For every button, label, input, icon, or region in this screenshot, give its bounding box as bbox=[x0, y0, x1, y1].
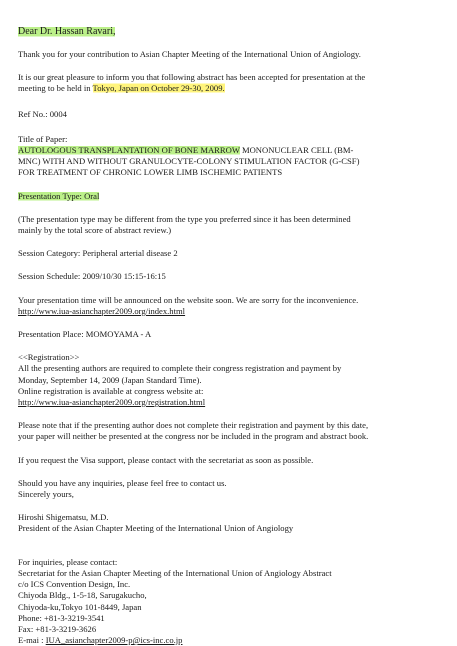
website-url[interactable]: http://www.iua-asianchapter2009.org/index.html bbox=[18, 305, 186, 316]
letter-page bbox=[18, 26, 448, 646]
paper-title-line-1-rest: MONONUCLEAR CELL (BM- bbox=[239, 145, 354, 156]
registration-url[interactable]: http://www.iua-asianchapter2009.org/registration.html bbox=[18, 397, 206, 408]
meeting-location-date: Tokyo, Japan on October 29-30, 2009. bbox=[92, 83, 225, 94]
reference-number: Ref No.: 0004 bbox=[18, 108, 67, 119]
salutation-text: Dear Dr. Hassan Ravari, bbox=[18, 26, 116, 37]
registration-line-3: Online registration is available at congress website at: bbox=[18, 385, 204, 396]
contact-intro: For inquiries, please contact: bbox=[18, 556, 118, 567]
registration-line-2: Monday, September 14, 2009 (Japan Standard Time). bbox=[18, 374, 202, 385]
registration-link[interactable] bbox=[18, 397, 448, 408]
session-category: Session Category: Peripheral arterial disease 2 bbox=[18, 248, 178, 259]
thanks-paragraph: Thank you for your contribution to Asian Chapter Meeting of the International Union of Angiology. bbox=[18, 49, 361, 59]
contact-line-2: c/o ICS Convention Design, Inc. bbox=[18, 579, 131, 590]
visa-line: If you request the Visa support, please contact with the secretariat as soon as possible. bbox=[18, 454, 314, 465]
email-link[interactable]: IUA_asianchapter2009-p@ics-inc.co.jp bbox=[45, 635, 183, 646]
warning-line-2: your paper will neither be presented at the congress nor be included in the program and abstract book. bbox=[18, 431, 369, 442]
contact-line-4: Chiyoda-ku,Tokyo 101-8449, Japan bbox=[18, 601, 142, 612]
paper-title-highlight: AUTOLOGOUS TRANSPLANTATION OF BONE MARROW bbox=[18, 145, 240, 156]
salutation bbox=[18, 26, 448, 38]
paper-title-line-3: FOR TREATMENT OF CHRONIC LOWER LIMB ISCHEMIC PATIENTS bbox=[18, 167, 283, 178]
contact-line-3: Chiyoda Bldg., 1-5-18, Sarugakucho, bbox=[18, 590, 147, 601]
warning-line-1: Please note that if the presenting author does not complete their registration and payment by this date, bbox=[18, 420, 369, 431]
signer-name: Hiroshi Shigematsu, M.D. bbox=[18, 512, 109, 523]
closing: Sincerely yours, bbox=[18, 489, 74, 500]
session-schedule: Session Schedule: 2009/10/30 15:15-16:15 bbox=[18, 271, 166, 282]
email-label: E-mai : bbox=[18, 635, 46, 646]
acceptance-line-2 bbox=[18, 83, 448, 94]
paper-title-line-1 bbox=[18, 145, 448, 156]
type-note-line-1: (The presentation type may be different from the type you preferred since it has been determined bbox=[18, 213, 351, 224]
signer-title: President of the Asian Chapter Meeting of the International Union of Angiology bbox=[18, 523, 294, 534]
registration-line-1: All the presenting authors are required to complete their congress registration and payment by bbox=[18, 363, 342, 374]
email-line bbox=[18, 635, 448, 646]
title-label: Title of Paper: bbox=[18, 133, 68, 144]
time-notice: Your presentation time will be announced on the website soon. We are sorry for the inconvenience. bbox=[18, 294, 359, 305]
paper-title-line-2: MNC) WITH AND WITHOUT GRANULOCYTE-COLONY STIMULATION FACTOR (G-CSF) bbox=[18, 156, 360, 167]
inquiries-line: Should you have any inquiries, please feel free to contact us. bbox=[18, 477, 227, 488]
registration-header: <<Registration>> bbox=[18, 352, 80, 363]
phone: Phone: +81-3-3219-3541 bbox=[18, 612, 105, 623]
fax: Fax: +81-3-3219-3626 bbox=[18, 623, 97, 634]
type-note-line-2: mainly by the total score of abstract review.) bbox=[18, 225, 172, 236]
presentation-place: Presentation Place: MOMOYAMA - A bbox=[18, 329, 152, 340]
acceptance-prefix: meeting to be held in bbox=[18, 83, 93, 94]
website-link[interactable] bbox=[18, 306, 448, 317]
presentation-type bbox=[18, 191, 448, 202]
contact-line-1: Secretariat for the Asian Chapter Meeting of the International Union of Angiology Abstract bbox=[18, 567, 332, 578]
presentation-type-text: Presentation Type: Oral bbox=[18, 190, 100, 201]
acceptance-line-1: It is our great pleasure to inform you that following abstract has been accepted for presentation at the bbox=[18, 72, 366, 83]
